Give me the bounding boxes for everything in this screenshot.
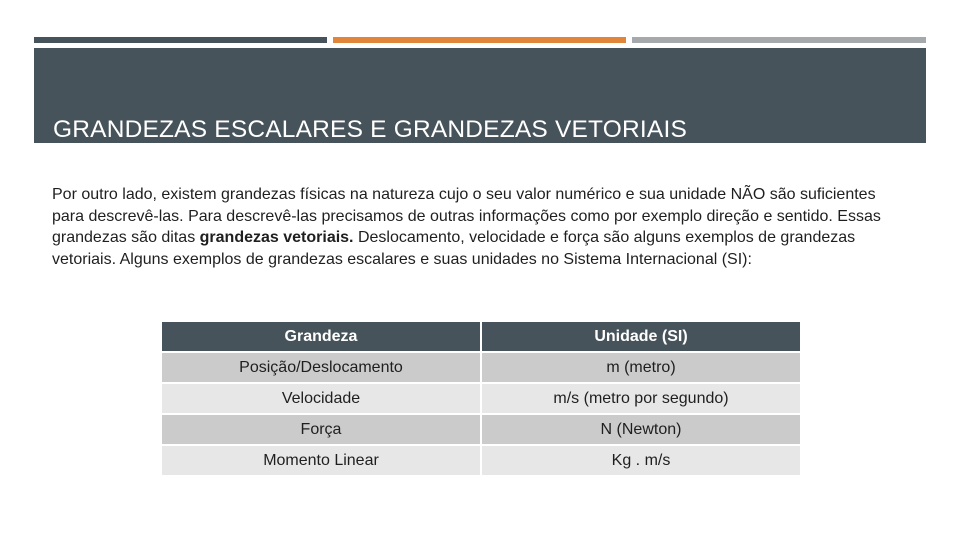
paragraph-text-1: Por outro lado, existem grandezas físicas na natureza cujo o seu valor numérico e sua unidade NÃO são suficientes para descrevê-las. Para descrevê-las precisamos de outras informações como por exemplo direção e sentido. Essas grandezas são ditas (52, 186, 881, 247)
paragraph-bold-term: grandezas vetoriais. (199, 229, 354, 247)
table-row (161, 352, 801, 383)
cell-unidade: m/s (metro por segundo) (481, 383, 801, 414)
body-paragraph (52, 184, 912, 270)
slide-title: GRANDEZAS ESCALARES E GRANDEZAS VETORIAIS (53, 116, 688, 144)
table-header-row (161, 321, 801, 352)
header-unidade: Unidade (SI) (481, 321, 801, 352)
table-row (161, 445, 801, 476)
table-row (161, 383, 801, 414)
cell-unidade: m (metro) (481, 352, 801, 383)
accent-bar-left (34, 37, 327, 43)
header-grandeza: Grandeza (161, 321, 481, 352)
title-band (34, 48, 926, 143)
cell-grandeza: Momento Linear (161, 445, 481, 476)
paragraph-text-2: Deslocamento, velocidade e força são alguns exemplos de grandezas vetoriais. Alguns exemplos de grandezas escalares e suas unidades no Sistema Internacional (SI): (52, 229, 856, 268)
units-table (160, 320, 802, 477)
cell-grandeza: Posição/Deslocamento (161, 352, 481, 383)
accent-bar-middle (333, 37, 626, 43)
accent-bar-right (632, 37, 926, 43)
cell-grandeza: Velocidade (161, 383, 481, 414)
cell-unidade: N (Newton) (481, 414, 801, 445)
table-row (161, 414, 801, 445)
cell-unidade: Kg . m/s (481, 445, 801, 476)
cell-grandeza: Força (161, 414, 481, 445)
